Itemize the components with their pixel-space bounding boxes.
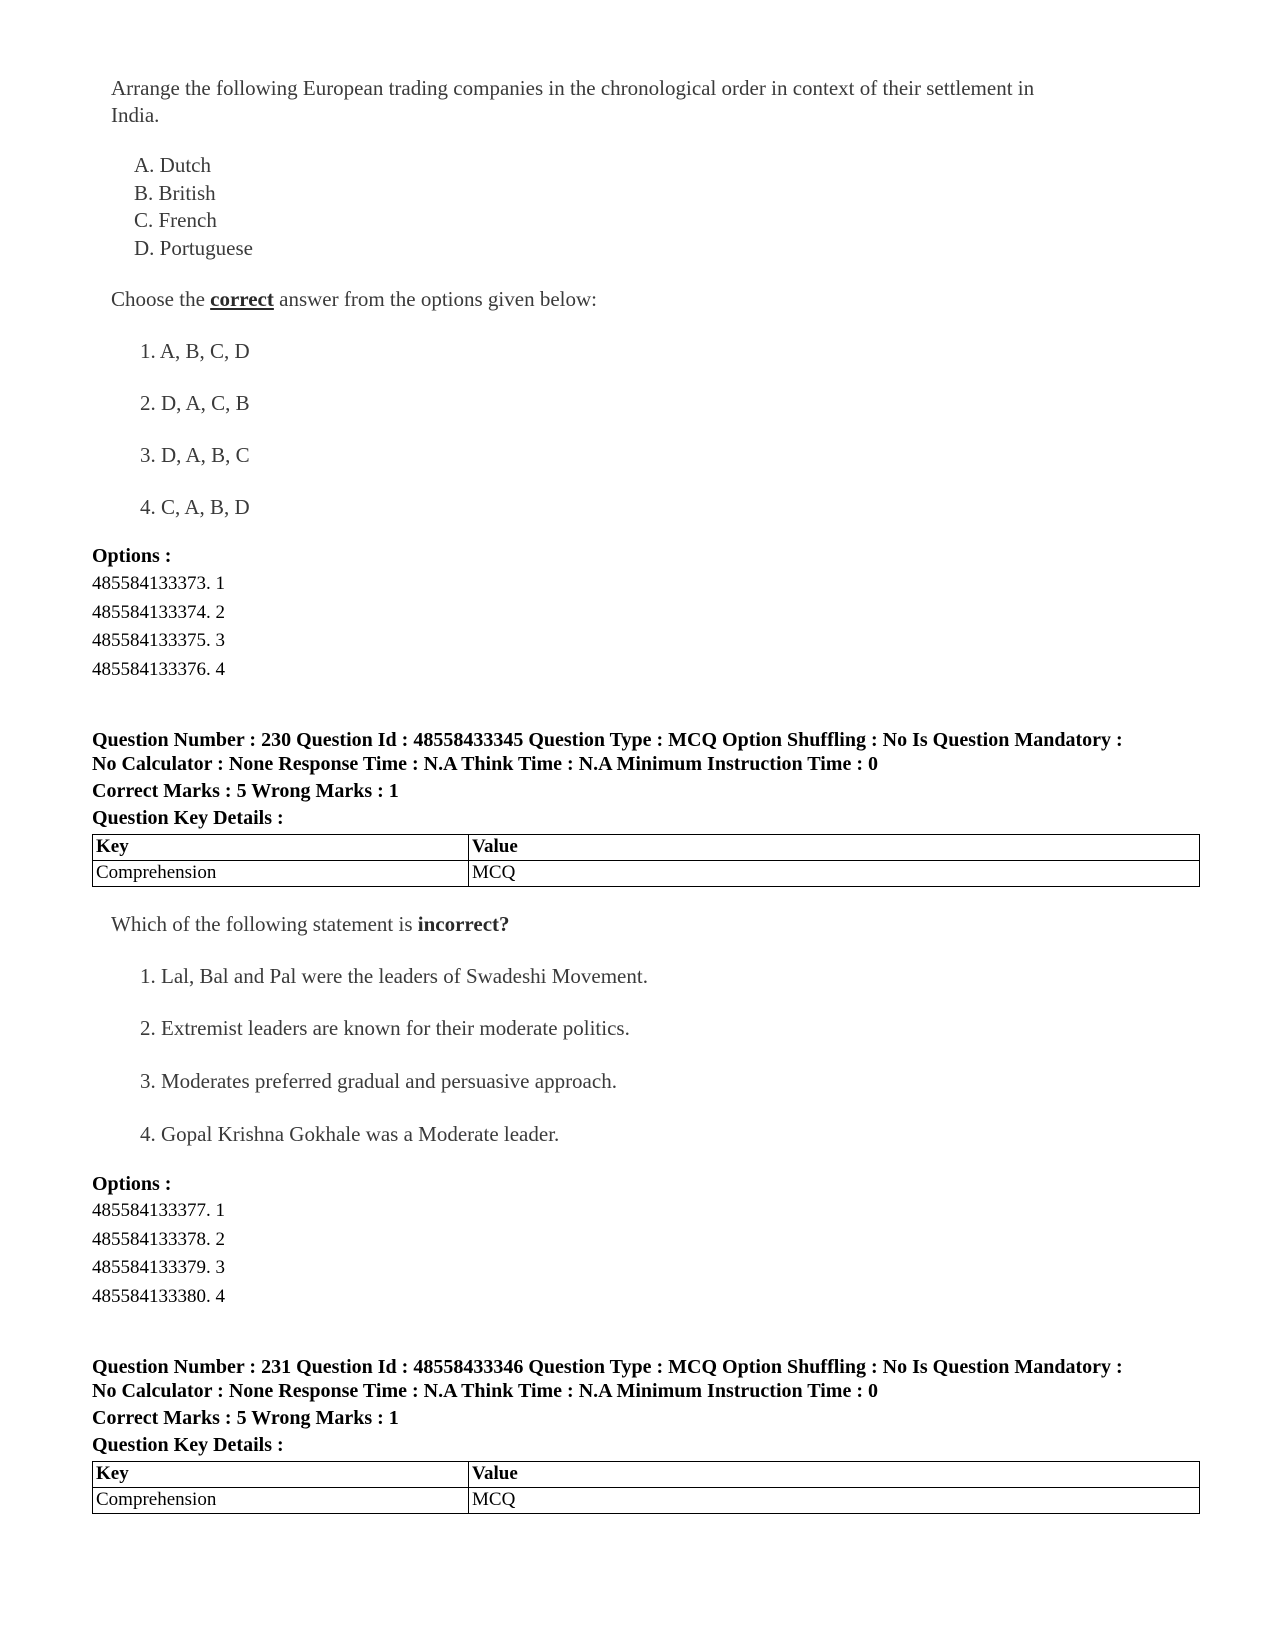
q2-option-item: 485584133377. 1 [92,1200,225,1221]
q2-option-item: 485584133379. 3 [92,1257,225,1278]
table-row [93,1488,1200,1514]
q1-options-list [92,570,225,684]
q2-choice: 3. Moderates preferred gradual and persuasive approach. [140,1069,617,1093]
q1-options-label: Options : [92,545,172,567]
q3-meta-line1: Question Number : 231 Question Id : 48558433346 Question Type : MCQ Option Shuffling : No Is Question Mandatory : [92,1356,1123,1378]
q1-instruction [111,286,597,313]
table-cell-key: Comprehension [93,861,469,887]
q1-choice: 3. D, A, B, C [140,443,250,467]
q2-option-item: 485584133378. 2 [92,1228,225,1250]
q3-meta-header [92,1355,1123,1403]
table-header-key: Key [93,1462,469,1488]
q1-item-list [134,152,253,262]
table-cell-value: MCQ [469,1488,1200,1514]
q1-item: B. British [134,180,216,205]
table-cell-key: Comprehension [93,1488,469,1514]
q2-meta-line1: Question Number : 230 Question Id : 48558433345 Question Type : MCQ Option Shuffling : No Is Question Mandatory : [92,729,1123,751]
table-header-row [93,835,1200,861]
q2-key-details-label: Question Key Details : [92,807,284,829]
table-cell-value: MCQ [469,861,1200,887]
q1-item: A. Dutch [134,153,211,177]
q2-choice: 2. Extremist leaders are known for their moderate politics. [140,1016,630,1040]
q1-instruction-prefix: Choose the [111,287,205,311]
q3-meta-line2: No Calculator : None Response Time : N.A Think Time : N.A Minimum Instruction Time : 0 [92,1380,878,1402]
q1-option-item: 485584133374. 2 [92,601,225,623]
q1-option-item: 485584133373. 1 [92,573,225,594]
table-header-value: Value [469,1462,1200,1488]
q2-option-item: 485584133380. 4 [92,1285,225,1307]
table-row [93,861,1200,887]
q2-question-text [111,911,510,938]
q1-question-text [111,75,1231,129]
q2-question-prefix: Which of the following statement is [111,912,413,936]
q1-instruction-suffix: answer from the options given below: [279,287,597,311]
q2-key-table [92,834,1200,887]
q2-options-list [92,1197,225,1311]
q1-item: D. Portuguese [134,235,253,260]
q1-question-line2: India. [111,103,160,127]
q3-marks: Correct Marks : 5 Wrong Marks : 1 [92,1407,399,1429]
q2-meta-line2: No Calculator : None Response Time : N.A Think Time : N.A Minimum Instruction Time : 0 [92,753,878,775]
q2-choice: 4. Gopal Krishna Gokhale was a Moderate leader. [140,1122,560,1146]
q2-options-label: Options : [92,1173,172,1195]
q3-key-details-label: Question Key Details : [92,1434,284,1456]
q1-choice: 4. C, A, B, D [140,495,250,519]
q1-instruction-emphasis: correct [210,287,274,311]
q1-question-line1: Arrange the following European trading companies in the chronological order in context of their settlement in [111,76,1035,100]
q1-item: C. French [134,208,217,232]
table-header-value: Value [469,835,1200,861]
q2-meta-header [92,728,1123,776]
q3-key-table [92,1461,1200,1514]
q1-option-item: 485584133375. 3 [92,630,225,651]
q1-choice: 2. D, A, C, B [140,391,250,415]
q2-marks: Correct Marks : 5 Wrong Marks : 1 [92,780,399,802]
table-header-key: Key [93,835,469,861]
q2-question-emphasis: incorrect? [417,912,510,936]
q1-option-item: 485584133376. 4 [92,658,225,680]
table-header-row [93,1462,1200,1488]
q2-choice: 1. Lal, Bal and Pal were the leaders of Swadeshi Movement. [140,964,648,988]
q1-choice: 1. A, B, C, D [140,339,250,363]
